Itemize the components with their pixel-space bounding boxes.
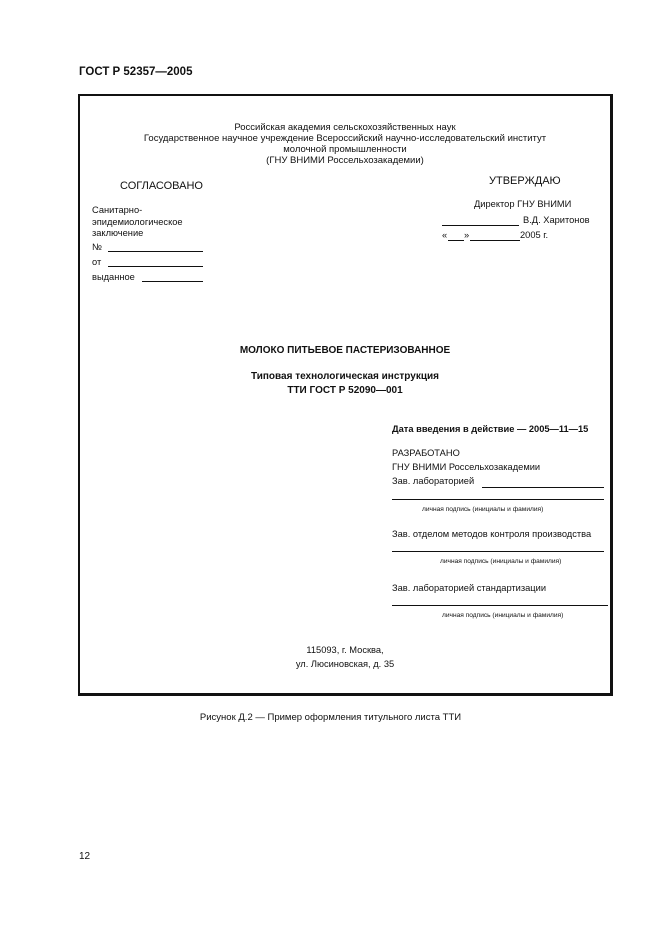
dept-head-label: Зав. отделом методов контроля производства xyxy=(392,529,592,539)
std-lab-head-label: Зав. лабораторией стандартизации xyxy=(392,583,547,593)
developed-org: ГНУ ВНИМИ Россельхозакадемии xyxy=(392,462,541,472)
figure-caption: Рисунок Д.2 — Пример оформления титульного листа ТТИ xyxy=(199,712,462,723)
approved-title: УТВЕРЖДАЮ xyxy=(489,175,561,187)
from-line xyxy=(108,266,203,267)
product-title: МОЛОКО ПИТЬЕВОЕ ПАСТЕРИЗОВАННОЕ xyxy=(239,345,451,356)
lab-head-name-line xyxy=(392,499,604,500)
lab-head-signature-line xyxy=(482,487,604,488)
from-label: от xyxy=(92,257,102,267)
developed-title: РАЗРАБОТАНО xyxy=(392,448,460,458)
date-month-line xyxy=(470,240,520,241)
conclusion-line: заключение xyxy=(92,228,144,238)
conclusion-line: эпидемиологическое xyxy=(92,216,183,227)
address-line-1: 115093, г. Москва, xyxy=(306,645,384,655)
org-line: (ГНУ ВНИМИ Россельхозакадемии) xyxy=(266,155,424,166)
org-line: Государственное научное учреждение Всероссийский научно-исследовательский институт xyxy=(143,133,547,144)
instruction-code: ТТИ ГОСТ Р 52090—001 xyxy=(287,385,403,396)
organization-block xyxy=(80,122,610,166)
dept-head-signature-line xyxy=(392,551,604,552)
address-line-2: ул. Люсиновская, д. 35 xyxy=(295,659,395,669)
page-number: 12 xyxy=(79,851,91,862)
title-page-frame xyxy=(78,94,613,696)
effective-date: Дата введения в действие — 2005—11—15 xyxy=(392,424,589,434)
director-name: В.Д. Харитонов xyxy=(523,215,590,225)
date-year: 2005 г. xyxy=(520,230,549,240)
issued-label: выданное xyxy=(92,272,135,282)
number-label: № xyxy=(92,242,102,252)
signature-hint: личная подпись (инициалы и фамилия) xyxy=(440,558,562,565)
director-signature-line xyxy=(442,225,519,226)
director-position: Директор ГНУ ВНИМИ xyxy=(474,199,572,209)
number-line xyxy=(108,251,203,252)
instruction-type: Типовая технологическая инструкция xyxy=(251,371,439,382)
signature-hint: личная подпись (инициалы и фамилия) xyxy=(422,506,544,513)
agreed-title: СОГЛАСОВАНО xyxy=(120,180,203,192)
signature-hint: личная подпись (инициалы и фамилия) xyxy=(442,612,564,619)
conclusion-block xyxy=(92,205,183,240)
date-close-quote: » xyxy=(464,230,470,240)
std-lab-head-signature-line xyxy=(392,605,608,606)
org-line: Российская академия сельскохозяйственных наук xyxy=(234,122,456,133)
org-line: молочной промышленности xyxy=(283,144,407,155)
date-open-quote: « xyxy=(442,230,448,240)
issued-line xyxy=(142,281,203,282)
standard-header: ГОСТ Р 52357—2005 xyxy=(79,66,193,78)
conclusion-line: Санитарно- xyxy=(92,205,143,215)
date-day-line xyxy=(448,240,464,241)
lab-head-label: Зав. лабораторией xyxy=(392,476,475,486)
